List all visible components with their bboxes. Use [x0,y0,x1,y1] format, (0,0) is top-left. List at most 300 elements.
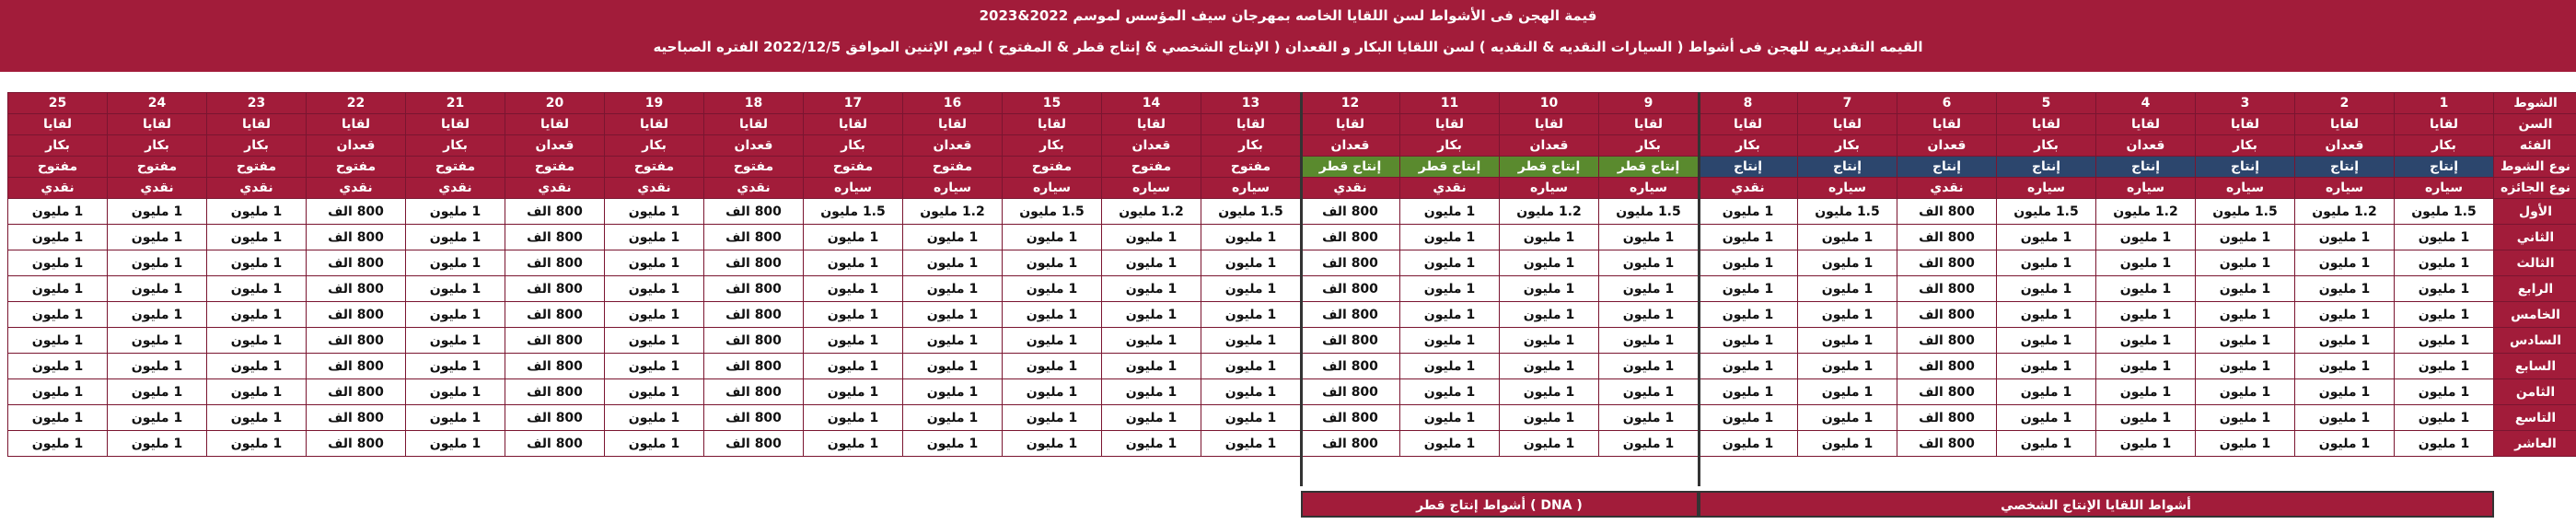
prize-value: 1 مليون [207,405,307,431]
prize-value: 800 الف [1897,199,1997,225]
prize-value: 1 مليون [1201,328,1301,354]
prize-value: 800 الف [1897,405,1997,431]
prize-value: 1 مليون [804,276,903,302]
prize-value: 1 مليون [8,199,108,225]
round-type-cell: مفتوح [307,157,406,178]
prize-type-cell: سياره [2196,178,2295,199]
round-number: 6 [1897,93,1997,114]
prize-value: 1 مليون [804,431,903,457]
round-number: 1 [2395,93,2494,114]
prize-value: 800 الف [505,431,605,457]
prize-value: 1 مليون [903,431,1003,457]
prize-value: 1 مليون [2395,302,2494,328]
row-label-num: الشوط [2494,93,2576,114]
prize-value: 1 مليون [1102,328,1201,354]
prize-value: 1 مليون [406,328,505,354]
prize-value: 800 الف [1301,379,1400,405]
prize-value: 800 الف [1897,250,1997,276]
age-cell: لقايا [8,114,108,135]
prize-value: 800 الف [505,405,605,431]
age-cell: لقايا [108,114,207,135]
prize-value: 800 الف [1301,354,1400,379]
prize-table [7,92,2576,457]
category-cell: بكار [2395,135,2494,157]
prize-value: 800 الف [505,250,605,276]
round-number: 14 [1102,93,1201,114]
prize-type-cell: نقدي [505,178,605,199]
prize-value: 1 مليون [1400,328,1500,354]
prize-value: 1 مليون [1102,354,1201,379]
page-subtitle: القيمه التقديريه للهجن فى أشواط ( السيارات النقديه & النقديه ) لسن اللقايا البكار و القعدان ( الإنتاج الشخصي & إنتاج قطر & المفتوح ) ليوم الإثنين الموافق 2022/12/5 الفتره الصباحيه [653,39,1923,55]
prize-value: 1 مليون [1798,225,1897,250]
age-cell: لقايا [903,114,1003,135]
prize-value: 1 مليون [1400,354,1500,379]
prize-value: 1 مليون [108,405,207,431]
table-row [8,302,2576,328]
prize-type-cell: نقدي [704,178,804,199]
prize-value: 1 مليون [903,354,1003,379]
prize-type-cell: نقدي [1400,178,1500,199]
round-number: 16 [903,93,1003,114]
prize-value: 800 الف [307,328,406,354]
prize-value: 1 مليون [406,276,505,302]
prize-type-cell: نقدي [108,178,207,199]
round-type-cell: مفتوح [1102,157,1201,178]
round-type-cell: إنتاج قطر [1400,157,1500,178]
age-cell: لقايا [1897,114,1997,135]
prize-value: 1 مليون [1798,405,1897,431]
prize-value: 1 مليون [108,328,207,354]
round-type-cell: مفتوح [704,157,804,178]
prize-value: 1 مليون [1599,328,1699,354]
place-label: الرابع [2494,276,2576,302]
prize-value: 800 الف [505,354,605,379]
prize-value: 1 مليون [1997,225,2096,250]
prize-value: 1 مليون [108,225,207,250]
prize-value: 1 مليون [108,199,207,225]
prize-value: 1 مليون [1003,328,1102,354]
prize-value: 1 مليون [207,379,307,405]
category-cell: قعدان [1897,135,1997,157]
round-type-cell: إنتاج [2196,157,2295,178]
prize-value: 1.5 مليون [804,199,903,225]
prize-value: 800 الف [704,250,804,276]
category-cell: بكار [1798,135,1897,157]
prize-value: 800 الف [307,379,406,405]
prize-value: 1 مليون [2295,328,2395,354]
prize-value: 1 مليون [108,379,207,405]
prize-value: 1 مليون [1400,250,1500,276]
prize-type-cell: سياره [903,178,1003,199]
category-cell: بكار [1699,135,1798,157]
age-cell: لقايا [1400,114,1500,135]
category-cell: قعدان [2096,135,2196,157]
prize-value: 800 الف [1301,225,1400,250]
prize-value: 800 الف [1301,405,1400,431]
header-row-age [8,114,2576,135]
prize-value: 1 مليون [605,431,704,457]
prize-value: 1 مليون [605,302,704,328]
prize-value: 800 الف [1301,250,1400,276]
prize-value: 1 مليون [1400,302,1500,328]
prize-type-cell: سياره [2395,178,2494,199]
prize-value: 1 مليون [2196,431,2295,457]
prize-value: 1 مليون [1997,354,2096,379]
prize-value: 800 الف [1897,431,1997,457]
round-type-cell: مفتوح [207,157,307,178]
place-label: السادس [2494,328,2576,354]
prize-value: 1 مليون [2295,405,2395,431]
round-number: 4 [2096,93,2196,114]
prize-value: 1 مليون [1599,379,1699,405]
category-cell: بكار [1599,135,1699,157]
prize-type-cell: نقدي [1699,178,1798,199]
prize-value: 1 مليون [8,276,108,302]
prize-value: 1 مليون [1400,431,1500,457]
category-cell: قعدان [307,135,406,157]
prize-value: 1 مليون [1500,405,1599,431]
header-row-prize [8,178,2576,199]
round-number: 12 [1301,93,1400,114]
prize-type-cell: سياره [1599,178,1699,199]
prize-value: 1 مليون [1003,431,1102,457]
prize-value: 1 مليون [1003,354,1102,379]
prize-value: 1 مليون [605,379,704,405]
prize-type-cell: سياره [1798,178,1897,199]
prize-value: 1 مليون [1003,302,1102,328]
prize-value: 1 مليون [605,199,704,225]
prize-value: 1 مليون [1500,379,1599,405]
prize-value: 1 مليون [1400,225,1500,250]
prize-value: 1 مليون [1699,379,1798,405]
category-cell: قعدان [1102,135,1201,157]
prize-value: 1.5 مليون [2395,199,2494,225]
prize-value: 1 مليون [1599,302,1699,328]
table-row [8,354,2576,379]
prize-value: 1 مليون [1997,405,2096,431]
round-number: 20 [505,93,605,114]
prize-value: 1 مليون [8,379,108,405]
prize-value: 1 مليون [1997,276,2096,302]
prize-value: 1 مليون [2096,379,2196,405]
round-number: 9 [1599,93,1699,114]
prize-value: 1 مليون [1699,250,1798,276]
prize-type-cell: سياره [1201,178,1301,199]
prize-value: 1 مليون [1201,354,1301,379]
prize-value: 1 مليون [406,199,505,225]
place-label: الثاني [2494,225,2576,250]
category-cell: بكار [804,135,903,157]
prize-value: 1.5 مليون [1997,199,2096,225]
prize-value: 1 مليون [605,354,704,379]
round-type-cell: مفتوح [108,157,207,178]
category-cell: بكار [406,135,505,157]
prize-value: 1 مليون [2096,431,2196,457]
prize-value: 1 مليون [2395,431,2494,457]
row-label-age: السن [2494,114,2576,135]
prize-value: 800 الف [307,405,406,431]
prize-value: 1 مليون [406,405,505,431]
prize-value: 800 الف [1897,302,1997,328]
prize-value: 1.5 مليون [2196,199,2295,225]
category-cell: بكار [8,135,108,157]
prize-value: 1 مليون [1997,379,2096,405]
table-row [8,379,2576,405]
age-cell: لقايا [406,114,505,135]
prize-value: 1 مليون [1500,354,1599,379]
prize-value: 1 مليون [903,379,1003,405]
prize-value: 1 مليون [2395,250,2494,276]
prize-value: 1 مليون [903,405,1003,431]
prize-value: 800 الف [1301,199,1400,225]
prize-value: 1 مليون [1798,354,1897,379]
page-title: قيمة الهجن فى الأشواط لسن اللقايا الخاصه بمهرجان سيف المؤسس لموسم 2022&2023 [979,7,1597,24]
age-cell: لقايا [2096,114,2196,135]
place-label: الأول [2494,199,2576,225]
prize-value: 1 مليون [8,354,108,379]
category-cell: بكار [2196,135,2295,157]
prize-value: 800 الف [704,276,804,302]
prize-value: 800 الف [704,354,804,379]
prize-value: 1 مليون [2096,225,2196,250]
prize-value: 1 مليون [804,328,903,354]
prize-value: 1 مليون [804,379,903,405]
prize-value: 1 مليون [1500,250,1599,276]
prize-type-cell: نقدي [1301,178,1400,199]
prize-value: 800 الف [704,302,804,328]
age-cell: لقايا [2395,114,2494,135]
prize-value: 1 مليون [108,250,207,276]
prize-value: 1 مليون [2096,405,2196,431]
prize-value: 1 مليون [2295,250,2395,276]
round-number: 7 [1798,93,1897,114]
prize-value: 1 مليون [8,250,108,276]
prize-value: 1 مليون [1599,354,1699,379]
prize-value: 800 الف [505,225,605,250]
prize-value: 800 الف [704,431,804,457]
prize-value: 1 مليون [1599,250,1699,276]
prize-value: 1 مليون [1201,302,1301,328]
prize-value: 1 مليون [2196,354,2295,379]
prize-value: 1 مليون [2395,354,2494,379]
prize-value: 1 مليون [1798,302,1897,328]
prize-value: 1 مليون [605,328,704,354]
category-cell: بكار [1003,135,1102,157]
place-label: الثالث [2494,250,2576,276]
age-cell: لقايا [605,114,704,135]
prize-value: 1 مليون [1500,302,1599,328]
prize-value: 1 مليون [2096,354,2196,379]
table-row [8,405,2576,431]
prize-value: 1 مليون [903,250,1003,276]
age-cell: لقايا [2196,114,2295,135]
table-row [8,328,2576,354]
prize-value: 1.2 مليون [1102,199,1201,225]
prize-value: 1 مليون [903,328,1003,354]
prize-value: 1.5 مليون [1003,199,1102,225]
round-number: 17 [804,93,903,114]
prize-value: 1 مليون [1699,431,1798,457]
prize-value: 1 مليون [8,328,108,354]
prize-value: 1 مليون [1500,225,1599,250]
prize-value: 1 مليون [804,302,903,328]
prize-value: 1 مليون [1997,250,2096,276]
prize-value: 800 الف [1301,276,1400,302]
prize-value: 1 مليون [8,225,108,250]
prize-value: 800 الف [505,328,605,354]
footer-dna-rounds: أشواط إنتاج قطر ( DNA ) [1301,491,1699,518]
age-cell: لقايا [804,114,903,135]
prize-type-cell: سياره [1102,178,1201,199]
age-cell: لقايا [1102,114,1201,135]
prize-value: 1 مليون [2196,302,2295,328]
table-row [8,250,2576,276]
prize-value: 1 مليون [1699,225,1798,250]
prize-value: 800 الف [1897,328,1997,354]
prize-value: 1 مليون [2196,379,2295,405]
prize-value: 800 الف [1301,302,1400,328]
age-cell: لقايا [2295,114,2395,135]
round-type-cell: إنتاج [1699,157,1798,178]
category-cell: قعدان [903,135,1003,157]
prize-value: 1 مليون [108,276,207,302]
prize-value: 1 مليون [1699,276,1798,302]
prize-type-cell: سياره [1500,178,1599,199]
prize-value: 1.5 مليون [1201,199,1301,225]
round-number: 2 [2295,93,2395,114]
round-number: 13 [1201,93,1301,114]
prize-value: 1 مليون [605,225,704,250]
place-label: الثامن [2494,379,2576,405]
prize-value: 1 مليون [406,379,505,405]
place-label: الخامس [2494,302,2576,328]
prize-value: 800 الف [307,225,406,250]
prize-type-cell: نقدي [8,178,108,199]
prize-type-cell: سياره [2295,178,2395,199]
category-cell: بكار [1400,135,1500,157]
prize-value: 1 مليون [605,405,704,431]
prize-value: 1 مليون [1400,199,1500,225]
prize-value: 800 الف [307,354,406,379]
prize-value: 1 مليون [605,276,704,302]
prize-value: 1 مليون [2096,328,2196,354]
category-cell: قعدان [1301,135,1400,157]
header-row-type [8,157,2576,178]
round-number: 10 [1500,93,1599,114]
prize-value: 1 مليون [1599,405,1699,431]
round-number: 24 [108,93,207,114]
round-number: 8 [1699,93,1798,114]
row-label-cat: الفئه [2494,135,2576,157]
prize-value: 1 مليون [1003,405,1102,431]
prize-value: 800 الف [704,225,804,250]
prize-value: 1 مليون [804,354,903,379]
group-separator [1698,92,1700,486]
prize-value: 1 مليون [1201,379,1301,405]
prize-value: 1 مليون [2395,379,2494,405]
prize-value: 800 الف [704,379,804,405]
prize-value: 1 مليون [1798,250,1897,276]
prize-value: 800 الف [307,302,406,328]
prize-value: 800 الف [704,328,804,354]
prize-value: 800 الف [505,199,605,225]
prize-value: 1 مليون [1699,199,1798,225]
prize-value: 800 الف [307,250,406,276]
prize-value: 1 مليون [1102,431,1201,457]
round-type-cell: إنتاج قطر [1599,157,1699,178]
round-type-cell: إنتاج قطر [1301,157,1400,178]
prize-type-cell: سياره [2096,178,2196,199]
prize-value: 1 مليون [1201,225,1301,250]
round-number: 22 [307,93,406,114]
category-cell: قعدان [505,135,605,157]
prize-value: 1 مليون [2295,379,2395,405]
prize-value: 1 مليون [1102,276,1201,302]
age-cell: لقايا [1599,114,1699,135]
page-header [0,0,2576,72]
prize-value: 1 مليون [804,405,903,431]
prize-value: 1 مليون [1599,225,1699,250]
prize-value: 1 مليون [605,250,704,276]
round-type-cell: إنتاج [2395,157,2494,178]
prize-value: 1 مليون [1997,302,2096,328]
prize-value: 1 مليون [1500,328,1599,354]
round-type-cell: إنتاج [1997,157,2096,178]
prize-value: 1 مليون [207,199,307,225]
prize-value: 1 مليون [903,276,1003,302]
footer-personal-rounds: أشواط اللقايا الإنتاج الشخصي [1699,491,2494,518]
prize-value: 1 مليون [2196,225,2295,250]
prize-value: 800 الف [1897,379,1997,405]
category-cell: قعدان [704,135,804,157]
round-type-cell: مفتوح [8,157,108,178]
prize-value: 1 مليون [2196,250,2295,276]
prize-type-cell: سياره [804,178,903,199]
prize-value: 1 مليون [207,431,307,457]
prize-value: 1 مليون [2196,405,2295,431]
age-cell: لقايا [207,114,307,135]
category-cell: بكار [108,135,207,157]
prize-value: 1 مليون [2395,225,2494,250]
prize-value: 1 مليون [804,250,903,276]
prize-value: 1 مليون [1102,379,1201,405]
prize-value: 1 مليون [903,302,1003,328]
prize-value: 800 الف [704,199,804,225]
prize-value: 800 الف [307,431,406,457]
prize-value: 1 مليون [207,276,307,302]
prize-value: 1 مليون [8,405,108,431]
prize-value: 1 مليون [207,354,307,379]
age-cell: لقايا [1699,114,1798,135]
prize-value: 1 مليون [1201,431,1301,457]
age-cell: لقايا [307,114,406,135]
prize-value: 800 الف [505,379,605,405]
row-label-prize: نوع الجائزه [2494,178,2576,199]
prize-value: 1 مليون [108,431,207,457]
prize-value: 1 مليون [207,328,307,354]
round-type-cell: مفتوح [903,157,1003,178]
prize-value: 800 الف [704,405,804,431]
table-row [8,199,2576,225]
prize-value: 1 مليون [1699,354,1798,379]
prize-value: 1 مليون [1500,276,1599,302]
prize-value: 1 مليون [1599,431,1699,457]
prize-type-cell: سياره [1003,178,1102,199]
table-row [8,225,2576,250]
age-cell: لقايا [704,114,804,135]
category-cell: بكار [207,135,307,157]
prize-type-cell: نقدي [307,178,406,199]
